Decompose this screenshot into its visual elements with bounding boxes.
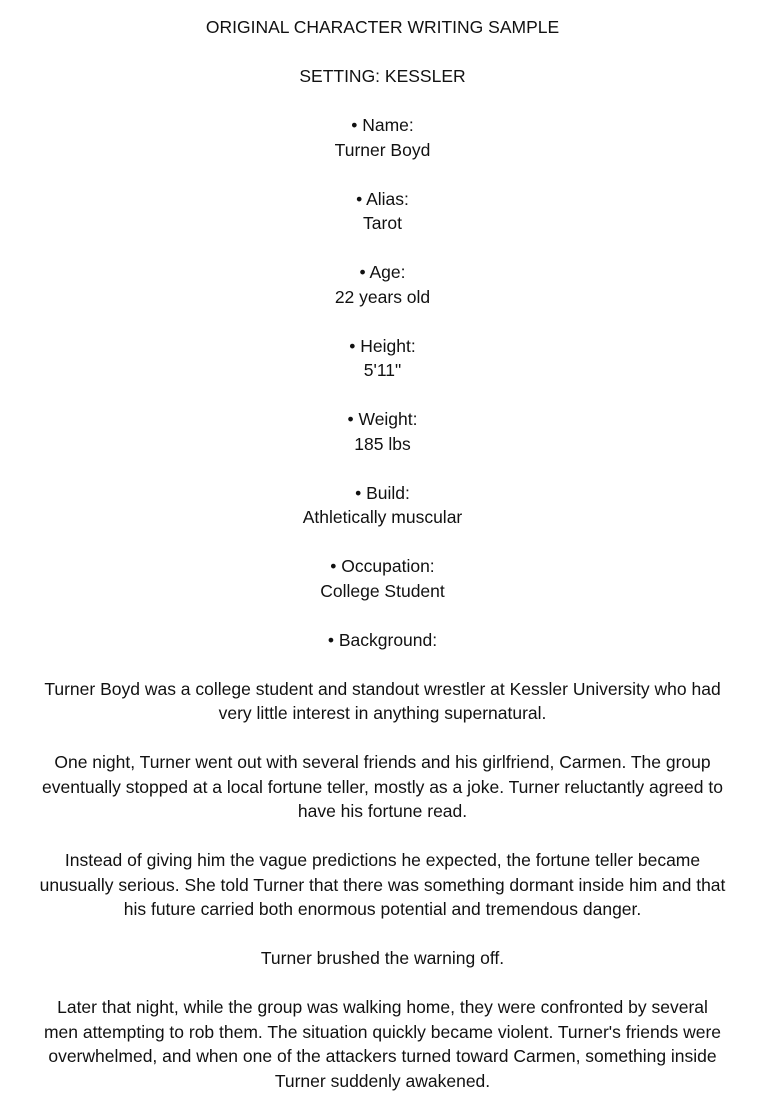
background-paragraph — [0, 848, 765, 922]
paragraph-line: his future carried both enormous potential and tremendous danger. — [123, 899, 642, 919]
field-build — [0, 481, 765, 530]
field-value: Tarot — [363, 213, 402, 233]
paragraph-line: Turner brushed the warning off. — [260, 948, 505, 968]
field-value: Athletically muscular — [302, 507, 463, 527]
paragraph-line: Turner suddenly awakened. — [274, 1070, 491, 1091]
paragraph-line: unusually serious. She told Turner that there was something dormant inside him and that — [39, 874, 726, 895]
paragraph-line: Turner Boyd was a college student and standout wrestler at Kessler University who had — [44, 678, 721, 699]
field-label: • Occupation: — [330, 556, 435, 576]
paragraph-line: men attempting to rob them. The situation quickly became violent. Turner's friends were — [43, 1021, 722, 1042]
background-paragraph — [0, 946, 765, 971]
document-title: ORIGINAL CHARACTER WRITING SAMPLE — [205, 17, 560, 37]
field-label: • Weight: — [347, 409, 418, 429]
field-weight — [0, 407, 765, 456]
background-paragraph — [0, 677, 765, 726]
field-value: Turner Boyd — [334, 139, 431, 160]
field-label: • Age: — [359, 262, 406, 282]
paragraph-line: One night, Turner went out with several friends and his girlfriend, Carmen. The group — [54, 752, 711, 772]
paragraph-line: Instead of giving him the vague predictions he expected, the fortune teller became — [64, 850, 701, 870]
paragraph-line: Later that night, while the group was walking home, they were confronted by several — [57, 997, 708, 1017]
background-paragraph — [0, 995, 765, 1093]
paragraph-line: very little interest in anything supernatural. — [218, 703, 547, 723]
field-height — [0, 334, 765, 383]
field-label: • Build: — [355, 482, 410, 503]
field-value: 5'11" — [363, 360, 402, 380]
field-label: • Height: — [349, 335, 416, 356]
field-value: College Student — [320, 580, 445, 601]
field-value: 185 lbs — [354, 433, 411, 454]
setting-line: SETTING: KESSLER — [299, 66, 466, 86]
paragraph-line: overwhelmed, and when one of the attackers turned toward Carmen, something inside — [48, 1046, 717, 1066]
field-occupation — [0, 554, 765, 603]
field-label: • Name: — [351, 115, 414, 135]
field-name — [0, 113, 765, 162]
field-value: 22 years old — [334, 286, 431, 307]
field-alias — [0, 187, 765, 236]
field-label: • Alias: — [356, 188, 409, 209]
paragraph-line: have his fortune read. — [297, 801, 468, 821]
field-age — [0, 260, 765, 309]
background-paragraph — [0, 750, 765, 824]
background-label: • Background: — [327, 629, 438, 650]
paragraph-line: eventually stopped at a local fortune teller, mostly as a joke. Turner reluctantly agreed to — [42, 776, 723, 797]
